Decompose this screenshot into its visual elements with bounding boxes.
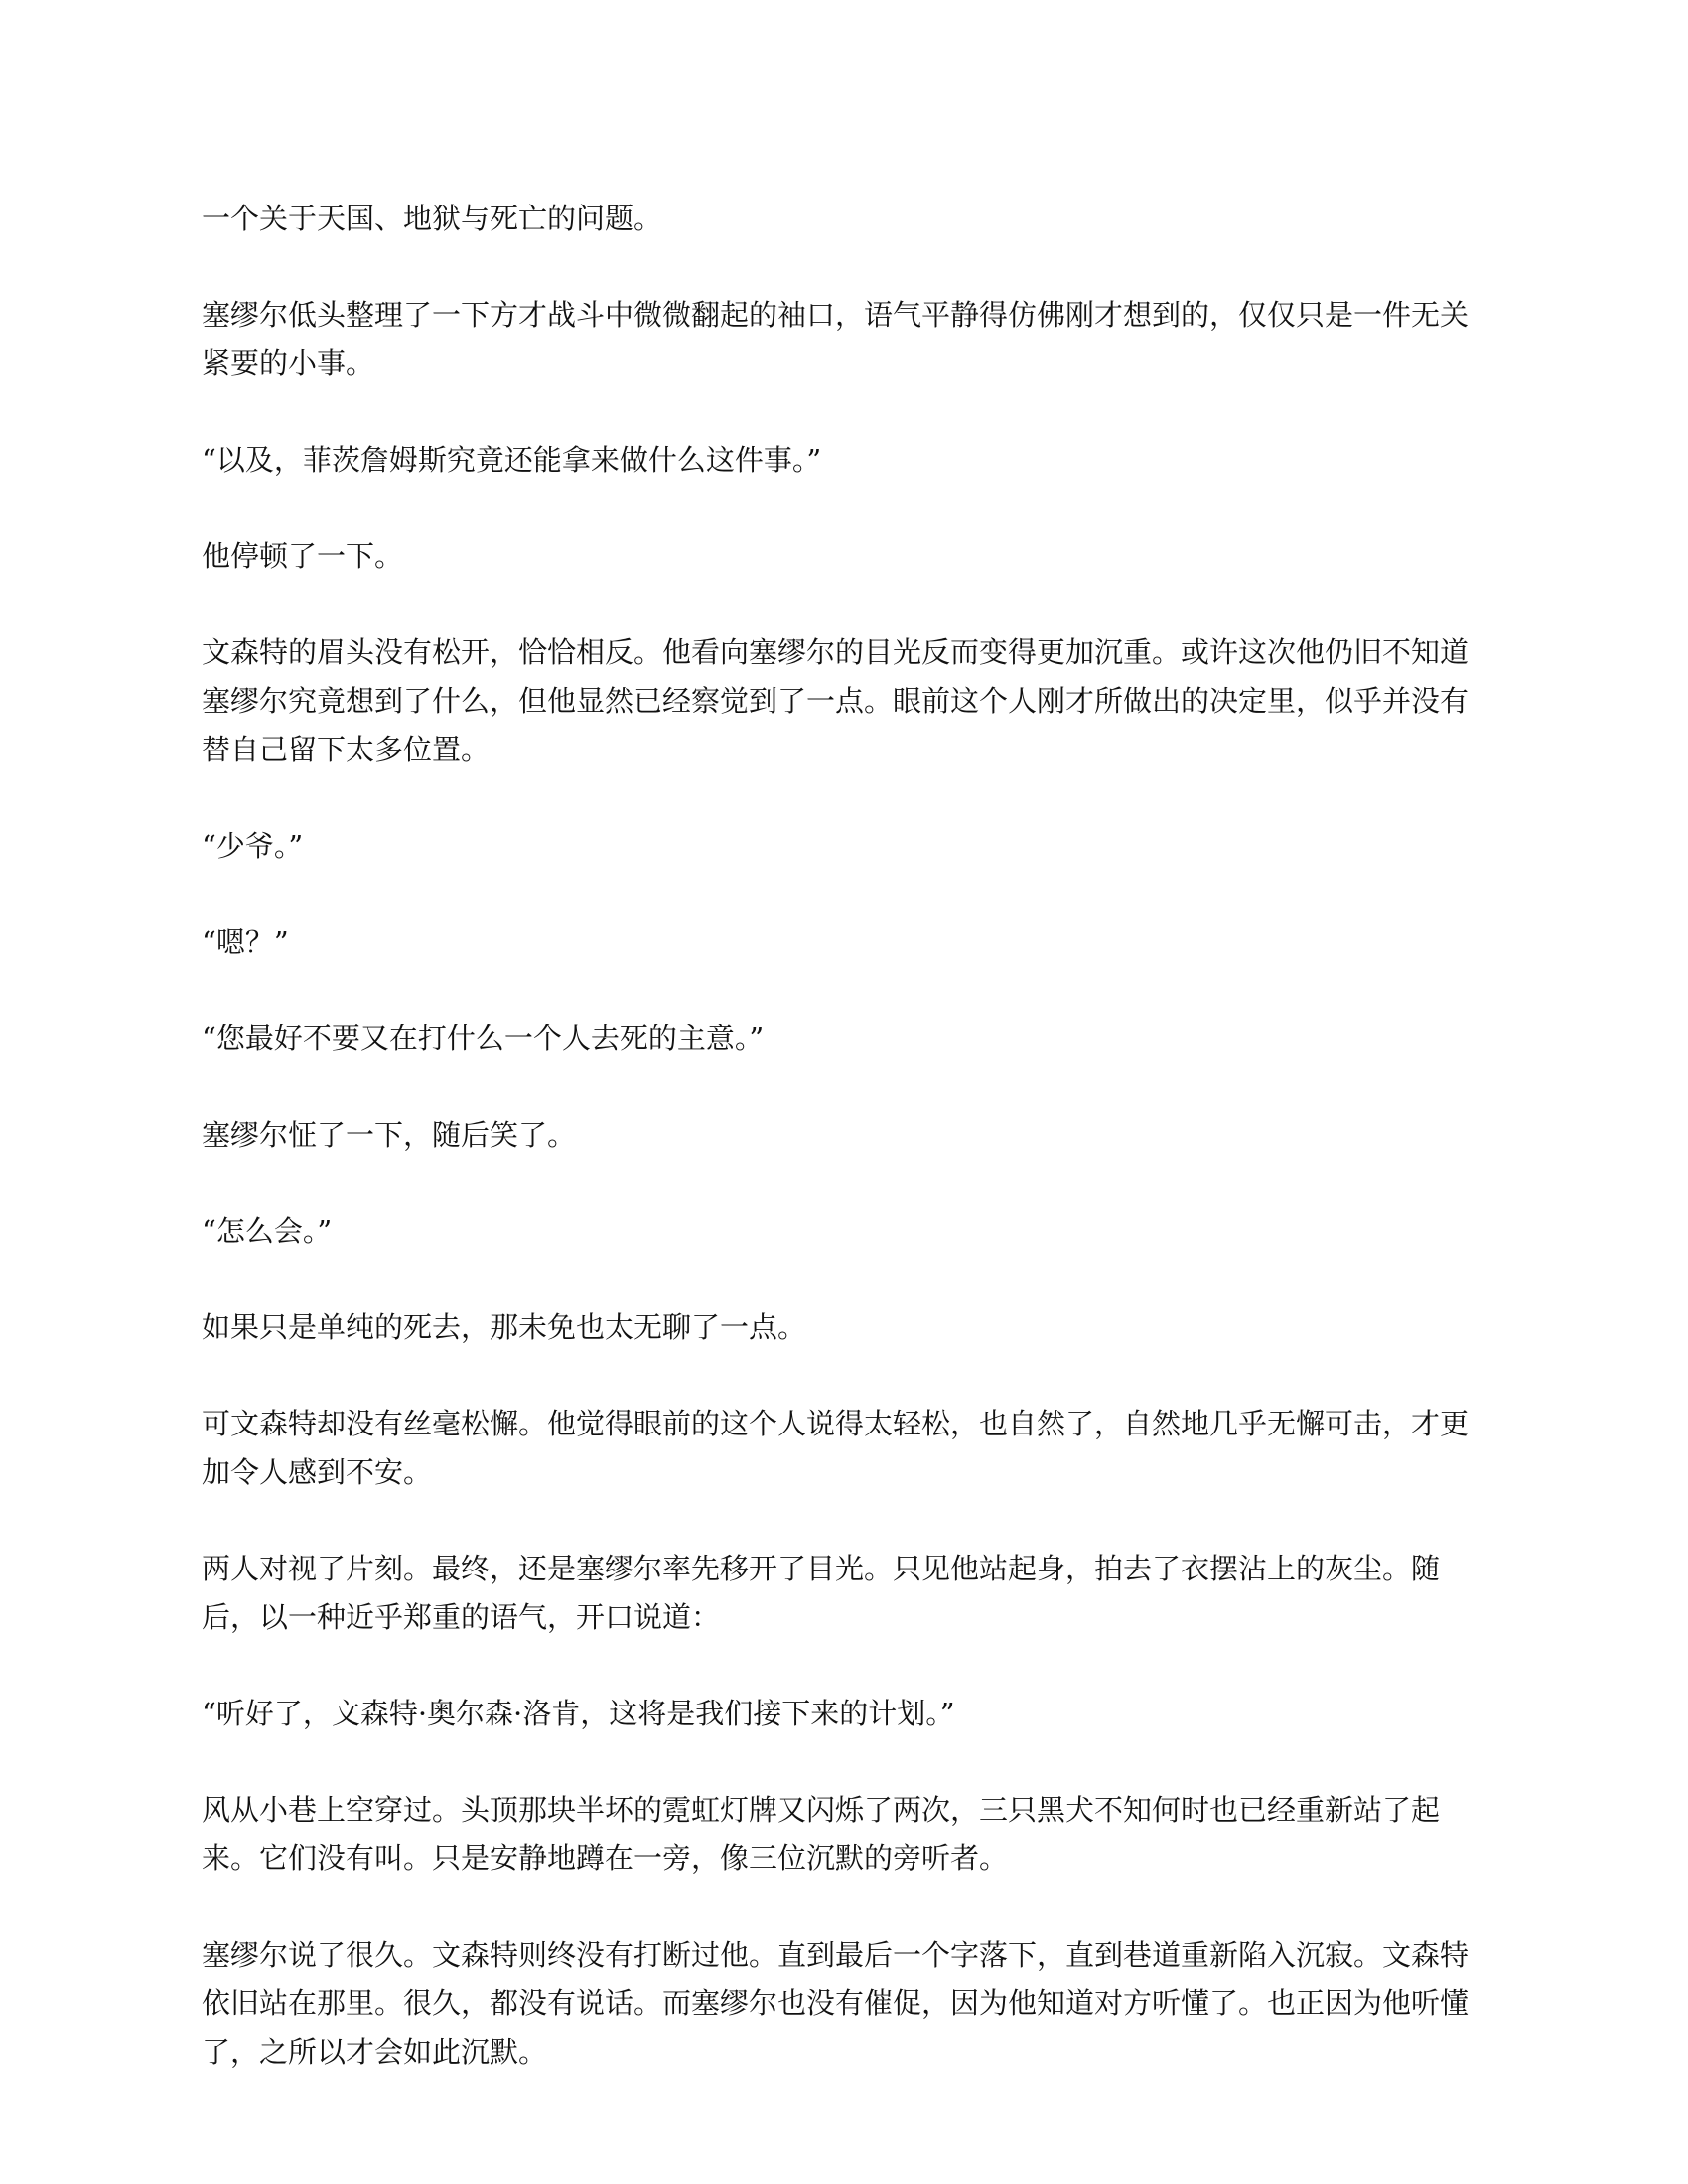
paragraph: 塞缪尔低头整理了一下方才战斗中微微翻起的袖口，语气平静得仿佛刚才想到的，仅仅只是一件无关紧要的小事。 (202, 298, 1470, 380)
paragraph: 文森特的眉头没有松开，恰恰相反。他看向塞缪尔的目光反而变得更加沉重。或许这次他仍旧不知道塞缪尔究竟想到了什么，但他显然已经察觉到了一点。眼前这个人刚才所做出的决定里，似乎并没有替自己留下太多位置。 (202, 635, 1470, 766)
paragraph: 他停顿了一下。 (202, 539, 404, 573)
paragraph: “少爷。” (202, 829, 304, 863)
paragraph: “您最好不要又在打什么一个人去死的主意。” (202, 1022, 765, 1055)
paragraph: “嗯？” (202, 925, 289, 959)
paragraph: “听好了，文森特·奥尔森·洛肯，这将是我们接下来的计划。” (202, 1697, 955, 1730)
paragraph: “怎么会。” (202, 1214, 333, 1248)
paragraph: 两人对视了片刻。最终，还是塞缪尔率先移开了目光。只见他站起身，拍去了衣摆沾上的灰尘。随后，以一种近乎郑重的语气，开口说道： (202, 1552, 1441, 1634)
paragraph: “以及，菲茨詹姆斯究竟还能拿来做什么这件事。” (202, 443, 822, 477)
paragraph: 塞缪尔说了很久。文森特则终没有打断过他。直到最后一个字落下，直到巷道重新陷入沉寂。文森特依旧站在那里。很久，都没有说话。而塞缪尔也没有催促，因为他知道对方听懂了。也正因为他听懂了，之所以才会如此沉默。 (202, 1938, 1470, 2069)
body-text (202, 195, 1492, 2124)
paragraph: 塞缪尔怔了一下，随后笑了。 (202, 1118, 577, 1152)
paragraph: 如果只是单纯的死去，那未免也太无聊了一点。 (202, 1310, 807, 1344)
paragraph: 可文森特却没有丝毫松懈。他觉得眼前的这个人说得太轻松，也自然了，自然地几乎无懈可击，才更加令人感到不安。 (202, 1407, 1470, 1489)
paragraph: 风从小巷上空穿过。头顶那块半坏的霓虹灯牌又闪烁了两次，三只黑犬不知何时也已经重新站了起来。它们没有叫。只是安静地蹲在一旁，像三位沉默的旁听者。 (202, 1793, 1441, 1875)
paragraph: 一个关于天国、地狱与死亡的问题。 (202, 202, 663, 235)
